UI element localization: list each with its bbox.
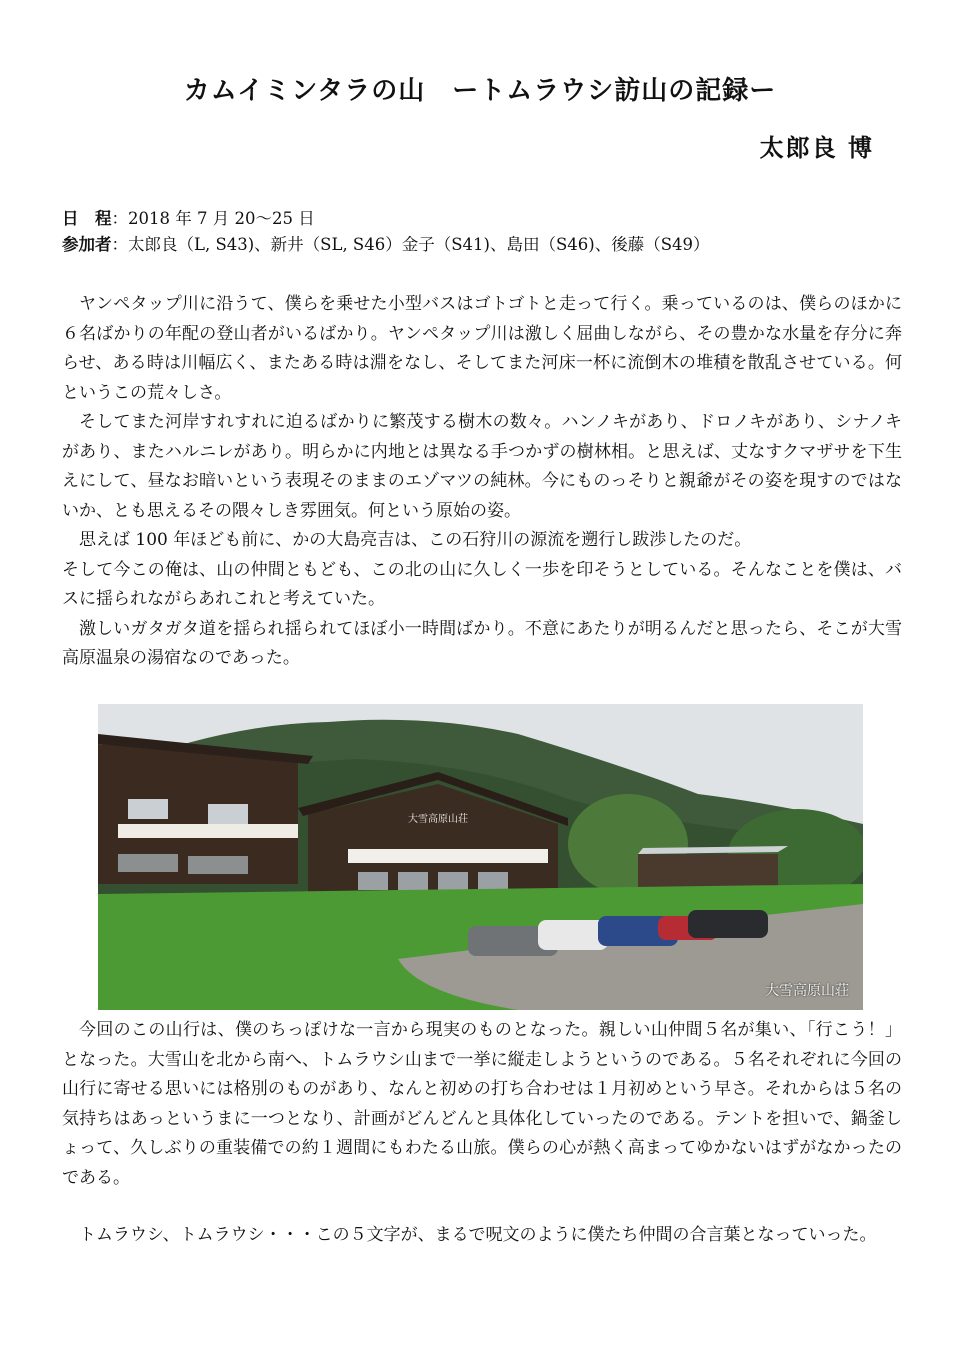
body-section-3 [62,1221,902,1251]
members-row: 参加者：太郎良（L, S43)、新井（SL, S46）金子（S41)、島田（S46)、後藤（S49） [62,235,710,254]
paragraph: ヤンペタップ川に沿うて、僕らを乗せた小型バスはゴトゴトと走って行く。乗っているのは、僕らのほかに６名ばかりの年配の登山者がいるばかり。ヤンペタップ川は激しく屈曲しながら、その豊かな水量を存分に奔らせ、ある時は川幅広く、またある時は淵をなし、そしてまた河床一杯に流倒木の堆積を散乱させている。何というこの荒々しさ。 [62,294,902,403]
paragraph: トムラウシ、トムラウシ・・・この５文字が、まるで呪文のように僕たち仲間の合言葉となっていった。 [79,1225,877,1245]
members-value: 太郎良（L, S43)、新井（SL, S46）金子（S41)、島田（S46)、後藤（S49） [128,235,710,254]
paragraph: そして今この俺は、山の仲間ともども、この北の山に久しく一歩を印そうとしている。そんなことを僕は、バスに揺られながらあれこれと考えていた。 [62,559,902,609]
lodge-sign: 大雪高原山荘 [408,814,468,825]
schedule-label: 日 程 [62,209,112,228]
paragraph: 今回のこの山行は、僕のちっぽけな一言から現実のものとなった。親しい山仲間５名が集い、「行こう！」となった。大雪山を北から南へ、トムラウシ山まで一挙に縦走しようというのである。５名それぞれに今回の山行に寄せる思いには格別のものがあり、なんと初めの打ち合わせは１月初めという早さ。それからは５名の気持ちはあっというまに一つとなり、計画がどんどんと具体化していったのである。テントを担いで、鍋釜しょって、久しぶりの重装備での約１週間にもわたる山旅。僕らの心が熱く高まってゆかないはずがなかったのである。 [62,1020,902,1188]
lodge-photo-illustration [98,704,863,1010]
paragraph: 激しいガタガタ道を揺られ揺られてほぼ小一時間ばかり。不意にあたりが明るんだと思ったら、そこが大雪高原温泉の湯宿なのであった。 [62,618,902,668]
author-name: 太郎良 博 [759,134,874,162]
members-label: 参加者 [62,235,112,254]
body-section-2 [62,1016,902,1193]
photo-caption: 大雪高原山荘 [765,983,849,999]
paragraph: 思えば 100 年ほども前に、かの大島亮吉は、この石狩川の源流を遡行し跋渉したのだ。 [79,530,752,550]
body-section-1 [62,290,902,674]
article-title: カムイミンタラの山 ートムラウシ訪山の記録ー [183,76,777,106]
paragraph: そしてまた河岸すれすれに迫るばかりに繁茂する樹木の数々。ハンノキがあり、ドロノキがあり、シナノキがあり、またハルニレがあり。明らかに内地とは異なる手つかずの樹林相。と思えば、丈なすクマザサを下生えにして、昼なお暗いという表現そのままのエゾマツの純林。今にものっそりと親爺がその姿を現すのではないか、とも思えるその隈々しき雰囲気。何という原始の姿。 [62,412,902,521]
trip-meta [62,206,710,258]
schedule-row: 日 程：2018 年 7 月 20～25 日 [62,209,315,228]
schedule-value: 2018 年 7 月 20～25 日 [128,209,315,228]
lodge-photo [98,704,863,1010]
